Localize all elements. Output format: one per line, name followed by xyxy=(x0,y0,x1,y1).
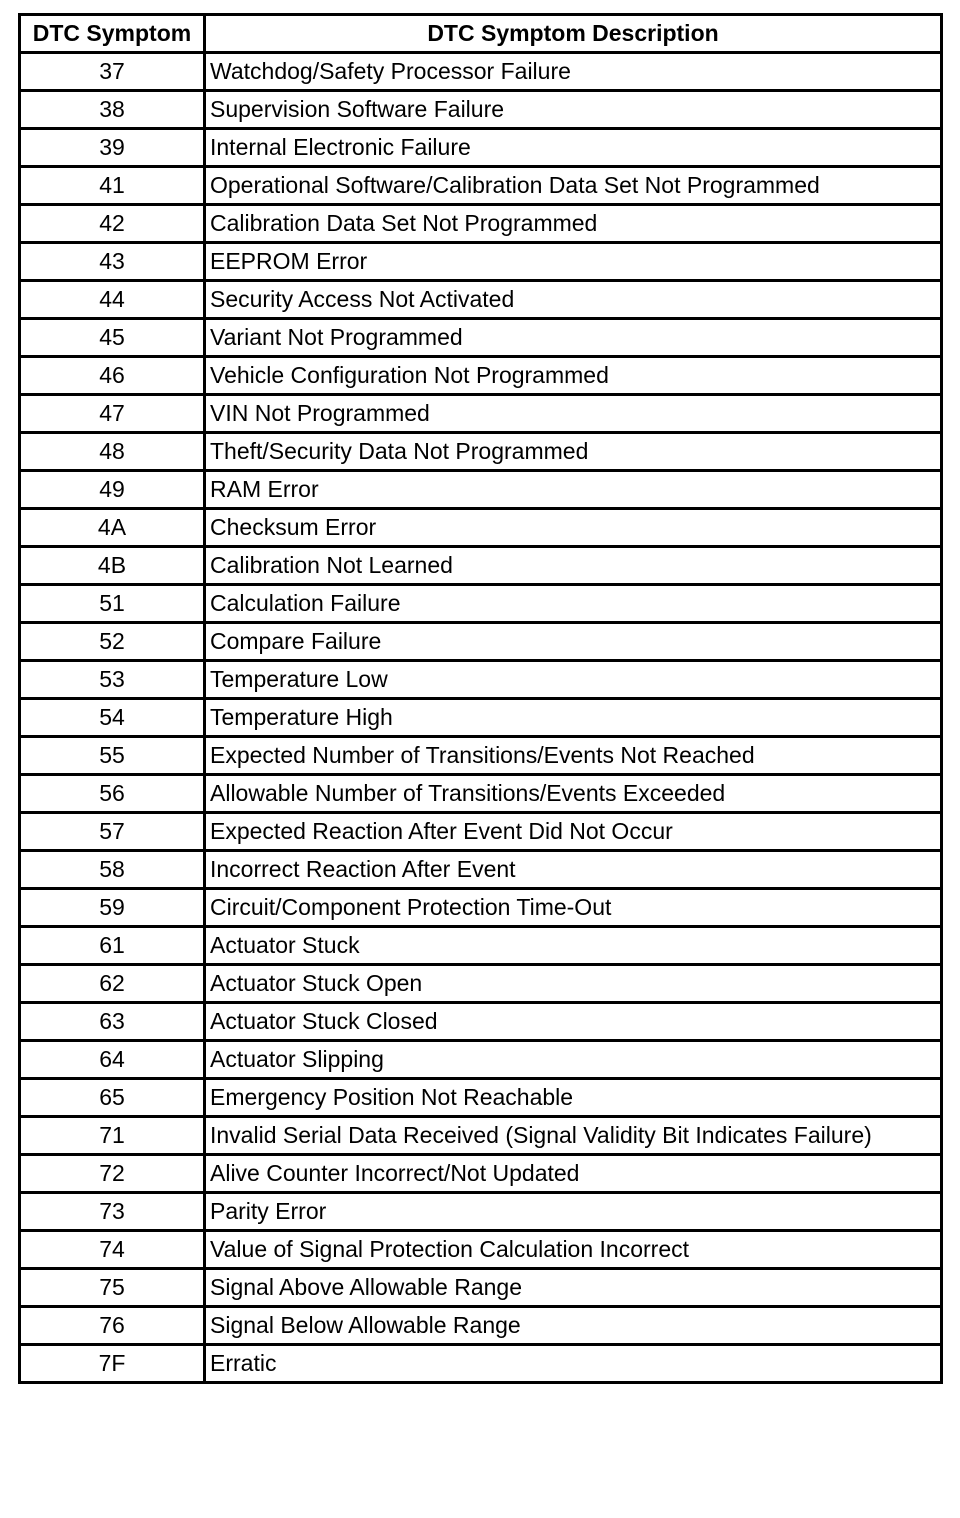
dtc-code-cell: 37 xyxy=(20,53,205,91)
dtc-code-cell: 56 xyxy=(20,775,205,813)
dtc-description-cell: Alive Counter Incorrect/Not Updated xyxy=(205,1155,942,1193)
table-row xyxy=(20,585,942,623)
dtc-description-cell: Circuit/Component Protection Time-Out xyxy=(205,889,942,927)
dtc-symptom-table xyxy=(18,13,943,1384)
header-dtc-symptom-description: DTC Symptom Description xyxy=(205,15,942,53)
dtc-code-cell: 63 xyxy=(20,1003,205,1041)
dtc-description-cell: Checksum Error xyxy=(205,509,942,547)
table-header xyxy=(20,15,942,53)
dtc-description-cell: Compare Failure xyxy=(205,623,942,661)
table-row xyxy=(20,1345,942,1383)
dtc-description-cell: Invalid Serial Data Received (Signal Validity Bit Indicates Failure) xyxy=(205,1117,942,1155)
table-row xyxy=(20,509,942,547)
dtc-code-cell: 62 xyxy=(20,965,205,1003)
table-row xyxy=(20,53,942,91)
dtc-description-cell: Theft/Security Data Not Programmed xyxy=(205,433,942,471)
dtc-description-cell: Value of Signal Protection Calculation Incorrect xyxy=(205,1231,942,1269)
table-row xyxy=(20,281,942,319)
table-row xyxy=(20,1041,942,1079)
dtc-code-cell: 39 xyxy=(20,129,205,167)
header-dtc-symptom: DTC Symptom xyxy=(20,15,205,53)
table-row xyxy=(20,129,942,167)
dtc-code-cell: 61 xyxy=(20,927,205,965)
dtc-code-cell: 71 xyxy=(20,1117,205,1155)
table-row xyxy=(20,357,942,395)
dtc-description-cell: Calibration Data Set Not Programmed xyxy=(205,205,942,243)
table-row xyxy=(20,547,942,585)
dtc-code-cell: 55 xyxy=(20,737,205,775)
dtc-description-cell: EEPROM Error xyxy=(205,243,942,281)
dtc-code-cell: 54 xyxy=(20,699,205,737)
table-row xyxy=(20,1307,942,1345)
dtc-code-cell: 53 xyxy=(20,661,205,699)
table-row xyxy=(20,813,942,851)
table-row xyxy=(20,205,942,243)
dtc-description-cell: Actuator Stuck xyxy=(205,927,942,965)
table-row xyxy=(20,1231,942,1269)
dtc-code-cell: 58 xyxy=(20,851,205,889)
dtc-description-cell: Signal Above Allowable Range xyxy=(205,1269,942,1307)
dtc-code-cell: 59 xyxy=(20,889,205,927)
dtc-code-cell: 4A xyxy=(20,509,205,547)
dtc-code-cell: 44 xyxy=(20,281,205,319)
dtc-description-cell: Parity Error xyxy=(205,1193,942,1231)
table-row xyxy=(20,775,942,813)
dtc-description-cell: Expected Reaction After Event Did Not Occur xyxy=(205,813,942,851)
dtc-description-cell: Operational Software/Calibration Data Set Not Programmed xyxy=(205,167,942,205)
dtc-code-cell: 7F xyxy=(20,1345,205,1383)
dtc-code-cell: 65 xyxy=(20,1079,205,1117)
dtc-description-cell: Security Access Not Activated xyxy=(205,281,942,319)
table-row xyxy=(20,737,942,775)
table-row xyxy=(20,965,942,1003)
dtc-code-cell: 41 xyxy=(20,167,205,205)
table-row xyxy=(20,699,942,737)
dtc-code-cell: 42 xyxy=(20,205,205,243)
table-row xyxy=(20,433,942,471)
dtc-description-cell: Watchdog/Safety Processor Failure xyxy=(205,53,942,91)
dtc-code-cell: 49 xyxy=(20,471,205,509)
dtc-description-cell: RAM Error xyxy=(205,471,942,509)
table-row xyxy=(20,851,942,889)
dtc-description-cell: VIN Not Programmed xyxy=(205,395,942,433)
dtc-description-cell: Expected Number of Transitions/Events Not Reached xyxy=(205,737,942,775)
table-row xyxy=(20,1003,942,1041)
table-row xyxy=(20,1079,942,1117)
dtc-code-cell: 72 xyxy=(20,1155,205,1193)
dtc-code-cell: 4B xyxy=(20,547,205,585)
dtc-description-cell: Emergency Position Not Reachable xyxy=(205,1079,942,1117)
dtc-description-cell: Variant Not Programmed xyxy=(205,319,942,357)
dtc-description-cell: Allowable Number of Transitions/Events Exceeded xyxy=(205,775,942,813)
table-body xyxy=(20,53,942,1383)
dtc-code-cell: 43 xyxy=(20,243,205,281)
dtc-code-cell: 51 xyxy=(20,585,205,623)
table-row xyxy=(20,471,942,509)
dtc-code-cell: 38 xyxy=(20,91,205,129)
dtc-code-cell: 73 xyxy=(20,1193,205,1231)
table-row xyxy=(20,167,942,205)
table-row xyxy=(20,927,942,965)
dtc-code-cell: 45 xyxy=(20,319,205,357)
dtc-description-cell: Signal Below Allowable Range xyxy=(205,1307,942,1345)
dtc-code-cell: 75 xyxy=(20,1269,205,1307)
dtc-description-cell: Erratic xyxy=(205,1345,942,1383)
dtc-description-cell: Temperature Low xyxy=(205,661,942,699)
dtc-code-cell: 52 xyxy=(20,623,205,661)
dtc-description-cell: Actuator Stuck Closed xyxy=(205,1003,942,1041)
dtc-code-cell: 48 xyxy=(20,433,205,471)
dtc-code-cell: 74 xyxy=(20,1231,205,1269)
dtc-code-cell: 46 xyxy=(20,357,205,395)
dtc-code-cell: 64 xyxy=(20,1041,205,1079)
dtc-description-cell: Vehicle Configuration Not Programmed xyxy=(205,357,942,395)
dtc-description-cell: Actuator Stuck Open xyxy=(205,965,942,1003)
table-row xyxy=(20,243,942,281)
dtc-code-cell: 57 xyxy=(20,813,205,851)
dtc-description-cell: Internal Electronic Failure xyxy=(205,129,942,167)
dtc-description-cell: Calculation Failure xyxy=(205,585,942,623)
dtc-description-cell: Calibration Not Learned xyxy=(205,547,942,585)
table-row xyxy=(20,1117,942,1155)
dtc-description-cell: Supervision Software Failure xyxy=(205,91,942,129)
table-row xyxy=(20,91,942,129)
dtc-code-cell: 76 xyxy=(20,1307,205,1345)
dtc-description-cell: Incorrect Reaction After Event xyxy=(205,851,942,889)
table-row xyxy=(20,889,942,927)
table-row xyxy=(20,319,942,357)
table-row xyxy=(20,395,942,433)
table-row xyxy=(20,1269,942,1307)
table-row xyxy=(20,1155,942,1193)
dtc-code-cell: 47 xyxy=(20,395,205,433)
header-row xyxy=(20,15,942,53)
dtc-description-cell: Actuator Slipping xyxy=(205,1041,942,1079)
dtc-description-cell: Temperature High xyxy=(205,699,942,737)
table-row xyxy=(20,661,942,699)
table-row xyxy=(20,623,942,661)
table-row xyxy=(20,1193,942,1231)
